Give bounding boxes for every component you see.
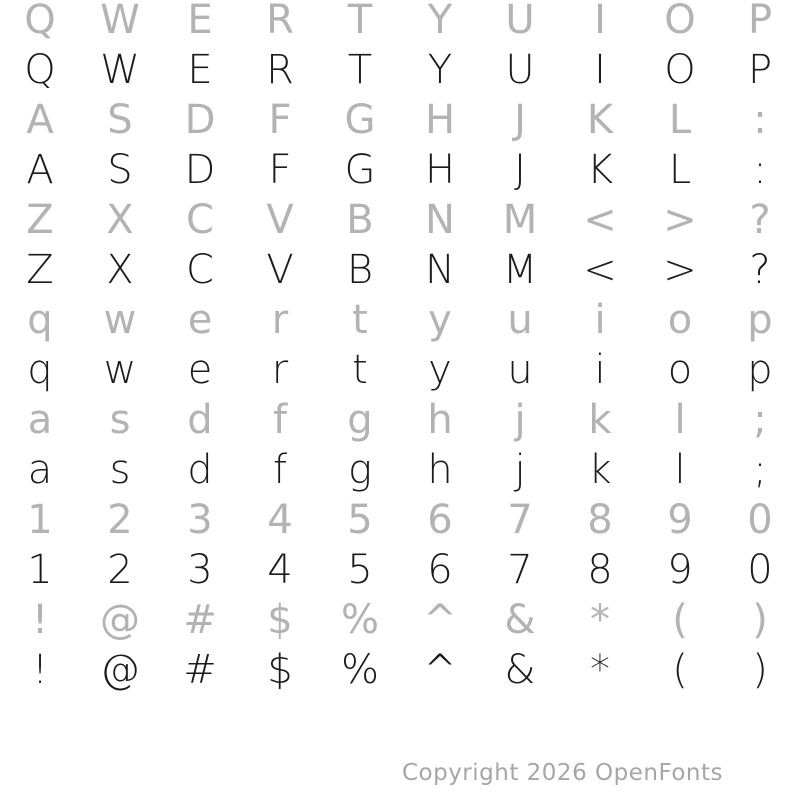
glyph-cell: o: [667, 297, 693, 343]
glyph-cell: H: [424, 97, 456, 143]
glyph-cell: Y: [427, 47, 453, 93]
glyph-cell: A: [26, 147, 54, 193]
glyph-cell: h: [427, 447, 453, 493]
glyph-cell: %: [340, 647, 379, 693]
glyph-row-12-dark: [0, 545, 800, 595]
glyph-cell: R: [266, 0, 294, 43]
glyph-cell: L: [668, 147, 692, 193]
glyph-cell: R: [266, 47, 294, 93]
glyph-row-13-light: [0, 595, 800, 645]
glyph-cell: y: [428, 347, 452, 393]
glyph-cell: &: [504, 597, 536, 643]
glyph-cell: k: [588, 397, 612, 443]
glyph-cell: w: [103, 297, 137, 343]
glyph-cell: d: [187, 397, 213, 443]
glyph-cell: #: [183, 647, 217, 693]
glyph-cell: E: [187, 0, 213, 43]
glyph-cell: U: [505, 0, 535, 43]
glyph-cell: N: [425, 197, 455, 243]
glyph-cell: u: [507, 347, 533, 393]
glyph-cell: %: [340, 597, 379, 643]
glyph-row-9-light: [0, 395, 800, 445]
glyph-cell: l: [674, 447, 686, 493]
glyph-cell: J: [514, 97, 526, 143]
glyph-cell: A: [26, 97, 54, 143]
glyph-cell: T: [347, 0, 373, 43]
glyph-cell: ): [752, 647, 768, 693]
glyph-cell: $: [267, 597, 293, 643]
glyph-cell: 1: [27, 547, 53, 593]
glyph-cell: S: [107, 97, 133, 143]
glyph-cell: o: [667, 347, 693, 393]
glyph-cell: !: [31, 647, 49, 693]
glyph-cell: K: [586, 97, 614, 143]
copyright-text: Copyright 2026 OpenFonts: [401, 760, 723, 786]
glyph-cell: :: [753, 97, 767, 143]
glyph-cell: q: [27, 297, 53, 343]
glyph-cell: g: [347, 447, 372, 493]
glyph-cell: G: [344, 97, 376, 143]
glyph-cell: *: [590, 597, 610, 643]
glyph-cell: u: [507, 297, 533, 343]
glyph-cell: p: [747, 347, 773, 393]
glyph-cell: Y: [427, 0, 453, 43]
glyph-cell: (: [672, 597, 688, 643]
glyph-cell: V: [266, 247, 294, 293]
glyph-row-5-light: [0, 195, 800, 245]
glyph-cell: 6: [427, 547, 453, 593]
glyph-cell: M: [502, 197, 538, 243]
glyph-cell: 0: [747, 497, 773, 543]
glyph-cell: j: [514, 397, 526, 443]
glyph-cell: J: [514, 147, 526, 193]
glyph-cell: K: [586, 147, 614, 193]
glyph-cell: Q: [24, 47, 56, 93]
glyph-cell: 5: [347, 547, 373, 593]
glyph-cell: P: [747, 47, 773, 93]
glyph-cell: j: [514, 447, 526, 493]
glyph-cell: I: [594, 47, 606, 93]
glyph-cell: h: [427, 397, 453, 443]
glyph-cell: 3: [187, 497, 213, 543]
glyph-cell: Q: [24, 0, 56, 43]
glyph-cell: i: [594, 297, 606, 343]
glyph-cell: $: [267, 647, 293, 693]
glyph-cell: 8: [587, 497, 613, 543]
glyph-cell: N: [425, 247, 455, 293]
glyph-cell: G: [344, 147, 376, 193]
glyph-cell: f: [272, 447, 288, 493]
glyph-cell: B: [346, 197, 374, 243]
glyph-cell: F: [268, 97, 292, 143]
glyph-row-7-light: [0, 295, 800, 345]
glyph-cell: D: [184, 97, 216, 143]
glyph-cell: 4: [267, 497, 293, 543]
glyph-cell: a: [27, 447, 53, 493]
glyph-cell: q: [27, 347, 53, 393]
glyph-cell: r: [271, 297, 289, 343]
glyph-row-11-light: [0, 495, 800, 545]
glyph-row-14-dark: [0, 645, 800, 695]
glyph-cell: 3: [187, 547, 213, 593]
glyph-cell: S: [107, 147, 133, 193]
glyph-cell: W: [100, 47, 140, 93]
glyph-cell: (: [672, 647, 688, 693]
glyph-cell: <: [583, 247, 617, 293]
glyph-cell: ?: [749, 197, 771, 243]
glyph-cell: X: [106, 197, 134, 243]
glyph-cell: p: [747, 297, 773, 343]
glyph-cell: ;: [753, 397, 767, 443]
glyph-cell: t: [352, 297, 368, 343]
glyph-cell: O: [664, 0, 696, 43]
glyph-cell: ): [752, 597, 768, 643]
glyph-row-8-dark: [0, 345, 800, 395]
glyph-cell: e: [187, 347, 213, 393]
glyph-cell: r: [271, 347, 289, 393]
glyph-cell: s: [109, 447, 131, 493]
glyph-cell: g: [347, 397, 373, 443]
glyph-cell: C: [186, 247, 214, 293]
glyph-cell: I: [594, 0, 606, 43]
glyph-cell: 9: [667, 547, 693, 593]
glyph-cell: V: [266, 197, 294, 243]
glyph-cell: @: [100, 647, 140, 693]
glyph-cell: 8: [587, 547, 613, 593]
glyph-cell: @: [100, 597, 140, 643]
glyph-cell: E: [187, 47, 213, 93]
glyph-cell: >: [663, 247, 697, 293]
glyph-cell: d: [187, 447, 213, 493]
glyph-cell: :: [753, 147, 767, 193]
glyph-cell: 2: [107, 497, 133, 543]
glyph-cell: D: [184, 147, 216, 193]
glyph-cell: k: [588, 447, 612, 493]
glyph-cell: ^: [423, 597, 457, 643]
glyph-cell: O: [664, 47, 696, 93]
glyph-cell: !: [31, 597, 49, 643]
glyph-cell: 7: [507, 497, 533, 543]
glyph-cell: 5: [347, 497, 373, 543]
glyph-cell: 7: [507, 547, 533, 593]
glyph-cell: f: [272, 397, 288, 443]
glyph-cell: <: [583, 197, 617, 243]
glyph-cell: e: [187, 297, 213, 343]
glyph-row-4-dark: [0, 145, 800, 195]
glyph-cell: s: [109, 397, 131, 443]
glyph-cell: *: [590, 647, 610, 693]
glyph-cell: ?: [749, 247, 771, 293]
glyph-cell: X: [106, 247, 134, 293]
glyph-cell: M: [502, 247, 538, 293]
glyph-cell: P: [747, 0, 773, 43]
glyph-cell: 4: [267, 547, 293, 593]
glyph-cell: t: [352, 347, 368, 393]
glyph-cell: y: [428, 297, 452, 343]
glyph-cell: F: [268, 147, 292, 193]
glyph-cell: L: [668, 97, 692, 143]
glyph-cell: >: [663, 197, 697, 243]
glyph-cell: T: [347, 47, 373, 93]
glyph-cell: 9: [667, 497, 693, 543]
glyph-row-6-dark: [0, 245, 800, 295]
glyph-cell: w: [103, 347, 137, 393]
glyph-cell: i: [594, 347, 606, 393]
glyph-cell: B: [346, 247, 374, 293]
glyph-cell: a: [27, 397, 53, 443]
glyph-cell: ;: [753, 447, 767, 493]
glyph-cell: &: [504, 647, 536, 693]
glyph-cell: 1: [27, 497, 53, 543]
glyph-row-2-dark: [0, 45, 800, 95]
glyph-cell: #: [183, 597, 217, 643]
glyph-cell: l: [674, 397, 686, 443]
glyph-row-1-light: [0, 0, 800, 45]
glyph-row-3-light: [0, 95, 800, 145]
glyph-cell: Z: [26, 197, 54, 243]
glyph-row-10-dark: [0, 445, 800, 495]
glyph-cell: Z: [26, 247, 54, 293]
glyph-cell: 0: [747, 547, 773, 593]
glyph-cell: U: [505, 47, 535, 93]
glyph-cell: W: [100, 0, 140, 43]
glyph-cell: 2: [107, 547, 133, 593]
glyph-cell: 6: [427, 497, 453, 543]
glyph-cell: ^: [423, 647, 457, 693]
glyph-cell: C: [186, 197, 214, 243]
glyph-cell: H: [424, 147, 456, 193]
